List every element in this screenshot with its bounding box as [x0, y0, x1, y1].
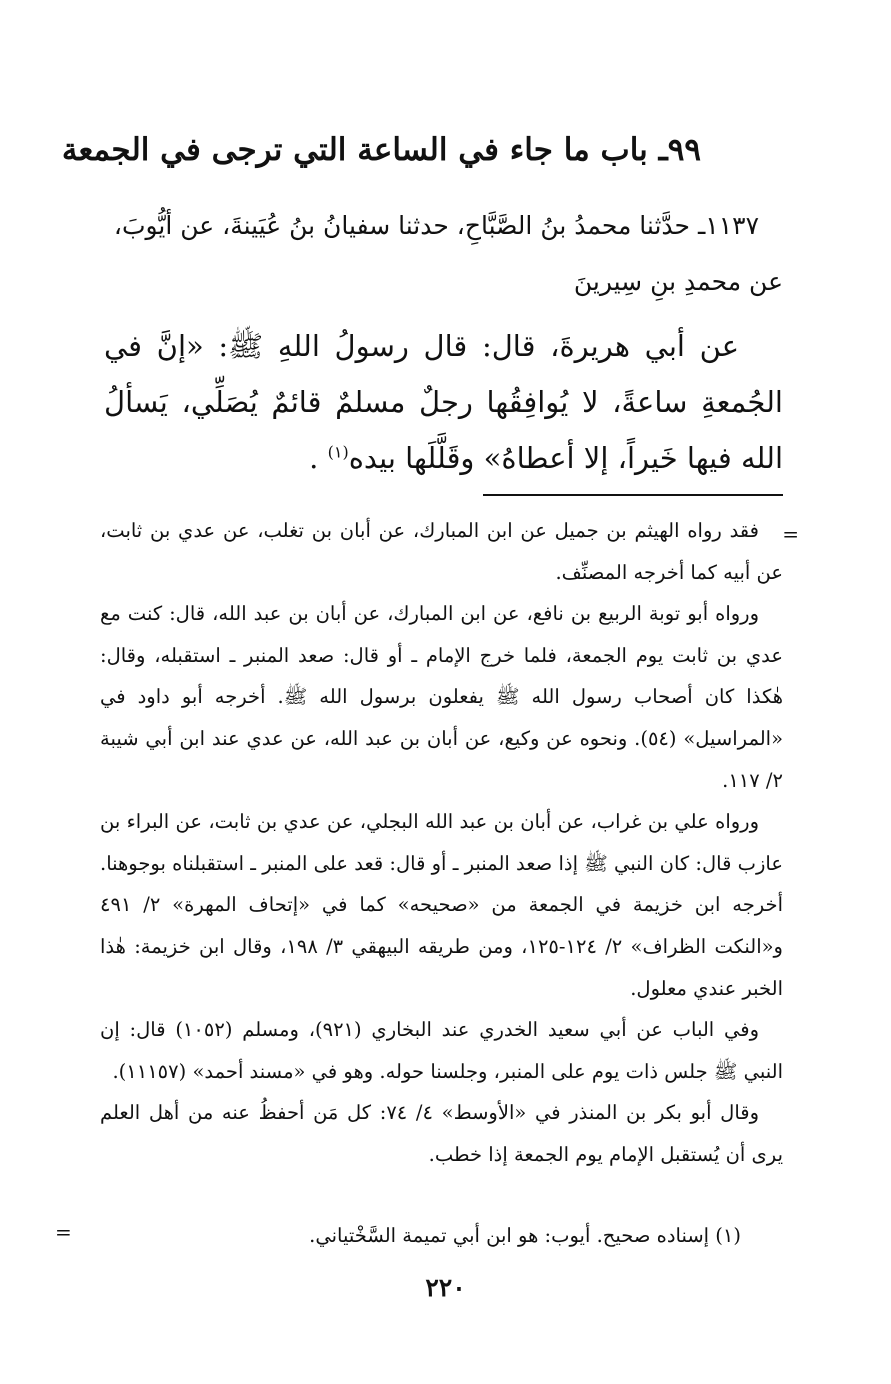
- note-paragraph: وقال أبو بكر بن المنذر في «الأوسط» ٤/ ٧٤: كل مَن أحفظُ عنه من أهل العلم يرى أن يُستقبل الإمام يوم الجمعة إذا خطب.: [100, 1101, 783, 1166]
- continuation-mark-top: =: [782, 522, 799, 546]
- isnad-line-2: عن محمدِ بنِ سِيرينَ: [573, 267, 783, 296]
- footnote-reference[interactable]: (١): [327, 442, 349, 462]
- matn-end: .: [309, 441, 328, 475]
- note-paragraph: ورواه أبو توبة الربيع بن نافع، عن ابن المبارك، عن أبان بن عبد الله، قال: كنت مع عدي بن ثابت يوم الجمعة، فلما خرج الإمام ـ أو قال: صعد المنبر ـ استقبله، وقال: هٰكذا كان أصحاب رسول الله ﷺ يفعلون برسول الله ﷺ. أخرجه أبو داود في «المراسيل» (٥٤). ونحوه عن وكيع، عن أبان بن عبد الله، عن عدي عند ابن أبي شيبة ٢/ ١١٧.: [100, 602, 784, 792]
- footnote-continuation: [100, 510, 783, 1176]
- hadith-isnad: [104, 198, 783, 310]
- continuation-mark-bottom: =: [55, 1220, 72, 1244]
- note-paragraph: فقد رواه الهيثم بن جميل عن ابن المبارك، عن أبان بن تغلب، عن عدي بن ثابت، عن أبيه كما أخرجه المصنِّف.: [100, 519, 783, 584]
- note-paragraph: ورواه علي بن غراب، عن أبان بن عبد الله البجلي، عن عدي بن ثابت، عن البراء بن عازب قال: كان النبي ﷺ إذا صعد المنبر ـ أو قال: قعد على المنبر ـ استقبلناه بوجوهنا. أخرجه ابن خزيمة في الجمعة من «صحيحه» كما في «إتحاف المهرة» ٢/ ٤٩١ و«النكت الظراف» ٢/ ١٢٤-١٢٥، ومن طريقه البيهقي ٣/ ١٩٨، وقال ابن خزيمة: هٰذا الخبر عندي معلول.: [100, 810, 783, 1000]
- hadith-matn: [104, 318, 783, 486]
- note-paragraph: وفي الباب عن أبي سعيد الخدري عند البخاري (٩٢١)، ومسلم (١٠٥٢) قال: إن النبي ﷺ جلس ذات يوم على المنبر، وجلسنا حوله. وهو في «مسند أحمد» (١١١٥٧).: [100, 1018, 783, 1083]
- isnad-line-1: ١١٣٧ـ حدَّثنا محمدُ بنُ الصَّبَّاحِ، حدثنا سفيانُ بنُ عُيَينةَ، عن أيُّوبَ،: [113, 211, 759, 240]
- chapter-heading: ٩٩ـ باب ما جاء في الساعة التي ترجى في الجمعة: [61, 132, 701, 168]
- footnote-separator-line: [483, 494, 783, 496]
- footnote-1: (١) إسناده صحيح. أيوب: هو ابن أبي تميمة السَّخْتياني.: [309, 1224, 741, 1247]
- page-number: ٢٢٠: [425, 1273, 466, 1302]
- matn-text: عن أبي هريرةَ، قال: قال رسولُ اللهِ ﷺ: «إنَّ في الجُمعةِ ساعةً، لا يُوافِقُها رجلٌ مسلمٌ قائمٌ يُصَلِّي، يَسألُ الله فيها خَيراً، إلا أعطاهُ» وقَلَّلَها بيده: [104, 329, 783, 475]
